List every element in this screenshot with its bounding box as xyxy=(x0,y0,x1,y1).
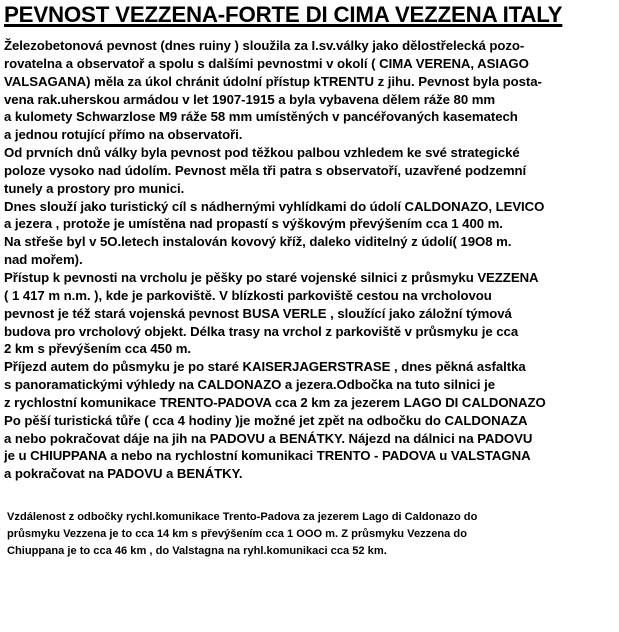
main-text-block xyxy=(4,37,616,483)
text-line: Přístup k pevnosti na vrcholu je pěšky po staré vojenské silnici z průsmyku VEZZENA xyxy=(4,269,539,285)
text-line: Dnes slouží jako turistický cíl s nádhernými vyhlídkami do údolí CALDONAZO, LEVICO xyxy=(4,198,545,214)
page-title: PEVNOST VEZZENA-FORTE DI CIMA VEZZENA ITALY xyxy=(4,2,563,27)
text-line: pevnost je též stará vojenská pevnost BUSA VERLE , sloužící jako záložní týmová xyxy=(4,305,512,321)
text-line: tunely a prostory pro munici. xyxy=(4,180,185,196)
note-line: průsmyku Vezzena je to cca 14 km s převýšením cca 1 OOO m. Z průsmyku Vezzena do xyxy=(7,528,467,540)
text-line: a nebo pokračovat dáje na jih na PADOVU a BENÁTKY. Nájezd na dálnici na PADOVU xyxy=(4,430,533,446)
text-line: budova pro vrcholový objekt. Délka trasy na vrchol z parkoviště v průsmyku je cca xyxy=(4,323,519,339)
text-line: s panoramatickými výhledy na CALDONAZO a jezera.Odbočka na tuto silnici je xyxy=(4,377,495,393)
text-line: VALSAGANA) měla za úkol chránit údolní přístup kTRENTU z jihu. Pevnost byla posta- xyxy=(4,73,542,89)
text-line: a jednou rotující přímo na observatoři. xyxy=(4,127,243,143)
text-line: 2 km s převýšením cca 450 m. xyxy=(4,341,192,357)
text-line: ( 1 417 m n.m. ), kde je parkoviště. V blízkosti parkoviště cestou na vrcholovou xyxy=(4,287,492,303)
note-line: Vzdálenost z odbočky rychl.komunikace Trento-Padova za jezerem Lago di Caldonazo do xyxy=(7,511,478,523)
text-line: a pokračovat na PADOVU a BENÁTKY. xyxy=(4,466,243,482)
distance-note xyxy=(7,509,615,560)
text-line: vena rak.uherskou armádou v let 1907-1915 a byla vybavena dělem ráže 80 mm xyxy=(4,91,496,107)
text-line: rovatelna a observatoř a spolu s dalšími pevnostmi v okolí ( CIMA VERENA, ASIAGO xyxy=(4,55,529,71)
text-line: je u CHIUPPANA a nebo na rychlostní komunikaci TRENTO - PADOVA u VALSTAGNA xyxy=(4,448,531,464)
text-line: a jezera , protože je umístěna nad propastí s výškovým převýšením cca 1 400 m. xyxy=(4,216,503,232)
text-line: Po pěší turistická tůře ( cca 4 hodiny )je možné jet zpět na odbočku do CALDONAZA xyxy=(4,412,528,428)
text-line: poloze vysoko nad údolím. Pevnost měla tři patra s observatoří, uzavřené podzemní xyxy=(4,162,527,178)
text-line: nad mořem). xyxy=(4,252,83,268)
text-line: Od prvních dnů války byla pevnost pod těžkou palbou vzhledem ke své strategické xyxy=(4,145,520,161)
text-line: Na střeše byl v 5O.letech instalován kovový kříž, daleko viditelný z údolí( 19O8 m. xyxy=(4,234,512,250)
text-line: Železobetonová pevnost (dnes ruiny ) sloužila za I.sv.války jako dělostřelecká pozo- xyxy=(4,38,525,53)
text-line: Příjezd autem do půsmyku je po staré KAISERJAGERSTRASE , dnes pěkná asfaltka xyxy=(4,359,526,375)
text-line: z rychlostní komunikace TRENTO-PADOVA cca 2 km za jezerem LAGO DI CALDONAZO xyxy=(4,394,546,410)
note-line: Chiuppana je to cca 46 km , do Valstagna na ryhl.komunikaci cca 52 km. xyxy=(7,545,387,557)
text-line: a kulomety Schwarzlose M9 ráže 58 mm umístěných v pancéřovaných kasematech xyxy=(4,109,518,125)
